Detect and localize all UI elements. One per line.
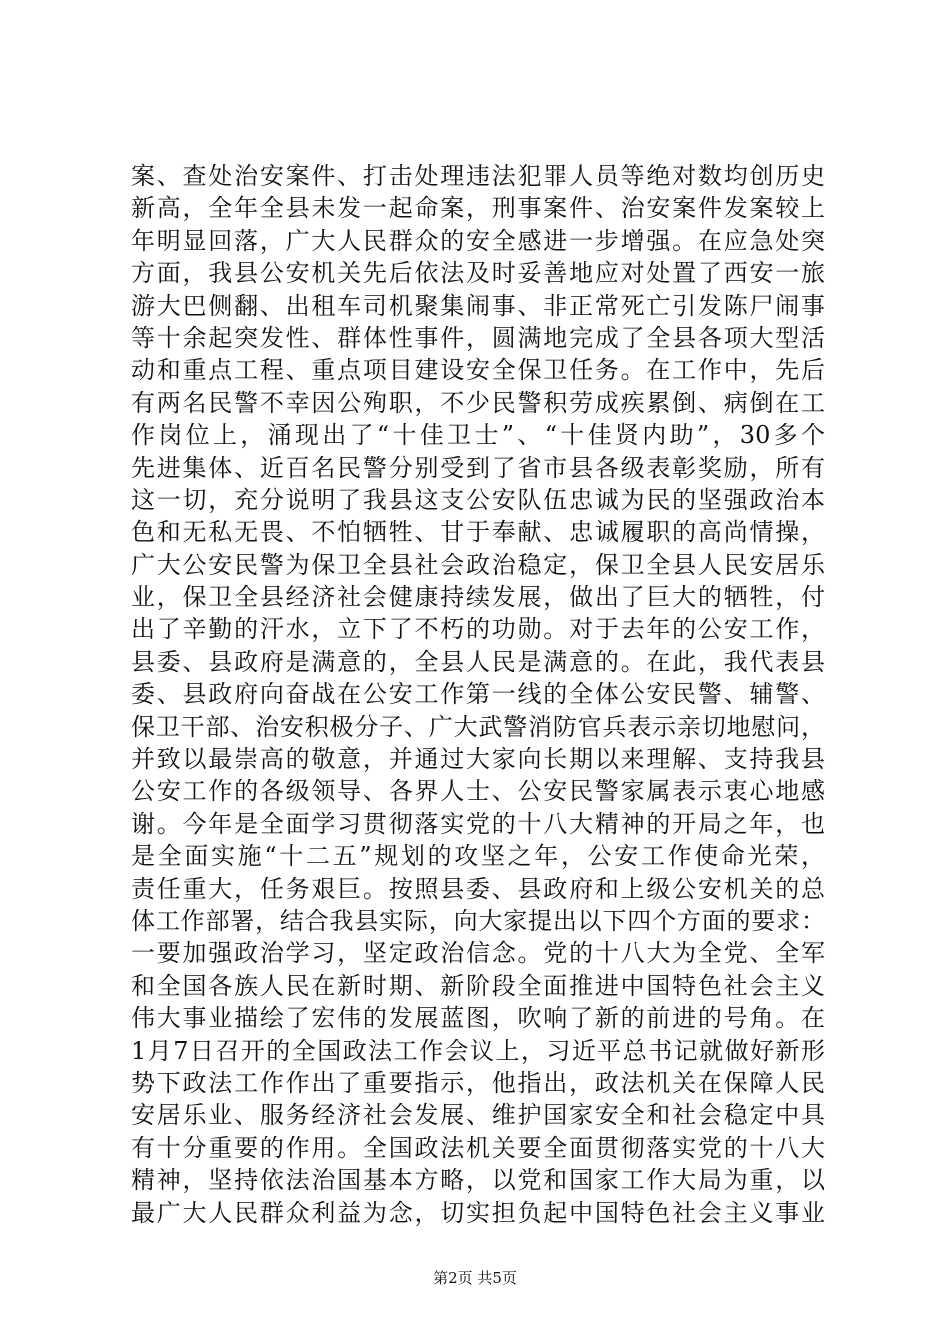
text-line: 精神，坚持依法治国基本方略，以党和国家工作大局为重，以 xyxy=(131,1166,825,1195)
text-line: 年明显回落，广大人民群众的安全感进一步增强。在应急处突 xyxy=(131,226,825,255)
text-line: 体工作部署，结合我县实际，向大家提出以下四个方面的要求： xyxy=(131,906,825,935)
text-line: 案、查处治安案件、打击处理违法犯罪人员等绝对数均创历史 xyxy=(131,162,825,190)
text-line: 方面，我县公安机关先后依法及时妥善地应对处置了西安一旅 xyxy=(131,259,825,288)
text-line: 新高，全年全县未发一起命案，刑事案件、治安案件发案较上 xyxy=(131,194,825,223)
text-line: 安居乐业、服务经济社会发展、维护国家安全和社会稳定中具 xyxy=(131,1101,825,1130)
text-line: 等十余起突发性、群体性事件，圆满地完成了全县各项大型活 xyxy=(131,323,825,352)
text-line: 和全国各族人民在新时期、新阶段全面推进中国特色社会主义 xyxy=(131,971,825,1000)
text-line: 委、县政府向奋战在公安工作第一线的全体公安民警、辅警、 xyxy=(131,680,825,709)
text-line: 势下政法工作作出了重要指示，他指出，政法机关在保障人民 xyxy=(131,1068,825,1097)
text-line: 广大公安民警为保卫全县社会政治稳定，保卫全县人民安居乐 xyxy=(131,550,825,579)
text-line: 最广大人民群众利益为念，切实担负起中国特色社会主义事业 xyxy=(131,1198,825,1227)
text-line: 色和无私无畏、不怕牺牲、甘于奉献、忠诚履职的高尚情操， xyxy=(131,518,825,547)
text-line: 伟大事业描绘了宏伟的发展蓝图，吹响了新的前进的号角。在 xyxy=(131,1004,825,1033)
text-line: 谢。今年是全面学习贯彻落实党的十八大精神的开局之年，也 xyxy=(131,809,825,838)
text-line: 作岗位上，涌现出了“十佳卫士”、“十佳贤内助”，30多个 xyxy=(131,421,825,450)
text-line: 有两名民警不幸因公殉职，不少民警积劳成疾累倒、病倒在工 xyxy=(131,388,825,417)
text-line: 有十分重要的作用。全国政法机关要全面贯彻落实党的十八大 xyxy=(131,1133,825,1162)
text-line: 业，保卫全县经济社会健康持续发展，做出了巨大的牺牲，付 xyxy=(131,583,825,612)
text-line: 是全面实施“十二五”规划的攻坚之年，公安工作使命光荣， xyxy=(131,842,825,871)
text-line: 公安工作的各级领导、各界人士、公安民警家属表示衷心地感 xyxy=(131,777,825,806)
text-line: 责任重大，任务艰巨。按照县委、县政府和上级公安机关的总 xyxy=(131,874,825,903)
body-text xyxy=(131,160,825,1229)
text-line: 并致以最崇高的敬意，并通过大家向长期以来理解、支持我县 xyxy=(131,745,825,774)
text-line: 出了辛勤的汗水，立下了不朽的功勋。对于去年的公安工作， xyxy=(131,615,825,644)
text-line: 一要加强政治学习，坚定政治信念。党的十八大为全党、全军 xyxy=(131,939,825,968)
text-line: 游大巴侧翻、出租车司机聚集闹事、非正常死亡引发陈尸闹事 xyxy=(131,291,825,320)
text-line: 这一切，充分说明了我县这支公安队伍忠诚为民的坚强政治本 xyxy=(131,485,825,514)
text-line: 先进集体、近百名民警分别受到了省市县各级表彰奖励，所有 xyxy=(131,453,825,482)
text-line: 动和重点工程、重点项目建设安全保卫任务。在工作中，先后 xyxy=(131,356,825,385)
text-line: 1月7日召开的全国政法工作会议上，习近平总书记就做好新形 xyxy=(131,1036,825,1065)
text-line: 县委、县政府是满意的，全县人民是满意的。在此，我代表县 xyxy=(131,647,825,676)
text-line: 保卫干部、治安积极分子、广大武警消防官兵表示亲切地慰问， xyxy=(131,712,825,741)
page-footer: 第2页 共5页 xyxy=(433,1269,517,1287)
